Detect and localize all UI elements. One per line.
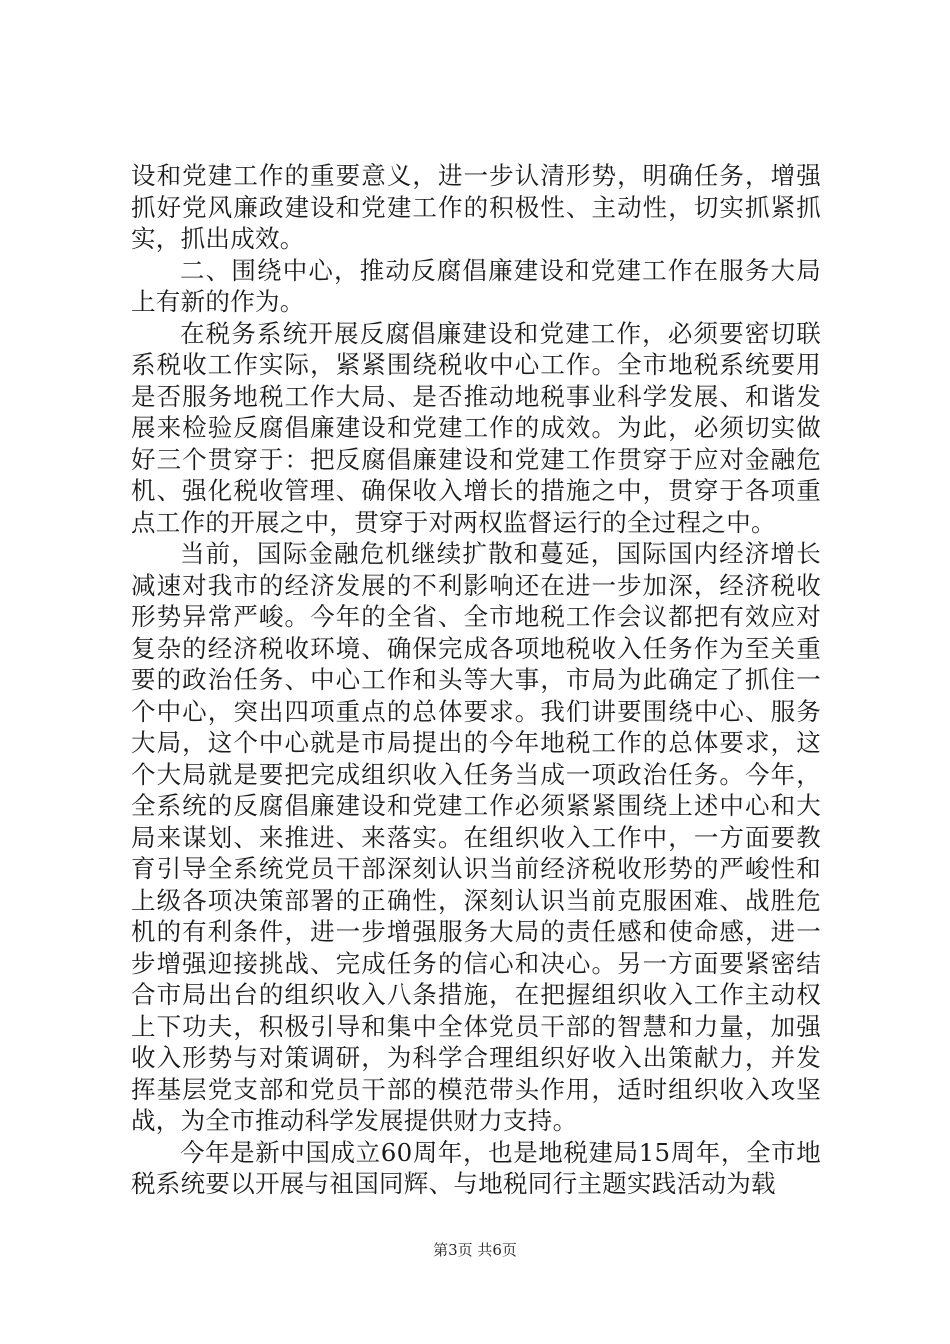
paragraph-3: 在税务系统开展反腐倡廉建设和党建工作，必须要密切联系税收工作实际，紧紧围绕税收中心工作。全市地税系统要用是否服务地税工作大局、是否推动地税事业科学发展、和谐发展来检验反腐倡廉建设和党建工作的成效。为此，必须切实做好三个贯穿于：把反腐倡廉建设和党建工作贯穿于应对金融危机、强化税收管理、确保收入增长的措施之中，贯穿于各项重点工作的开展之中，贯穿于对两权监督运行的全过程之中。 [131,318,821,537]
paragraph-1: 设和党建工作的重要意义，进一步认清形势，明确任务，增强抓好党风廉政建设和党建工作的积极性、主动性，切实抓紧抓实，抓出成效。 [131,161,821,253]
paragraph-5: 今年是新中国成立60周年，也是地税建局15周年，全市地税系统要以开展与祖国同辉、与地税同行主题实践活动为载 [131,1137,821,1198]
paragraph-4: 当前，国际金融危机继续扩散和蔓延，国际国内经济增长减速对我市的经济发展的不利影响还在进一步加深，经济税收形势异常严峻。今年的全省、全市地税工作会议都把有效应对复杂的经济税收环境、确保完成各项地税收入任务作为至关重要的政治任务、中心工作和头等大事，市局为此确定了抓住一个中心，突出四项重点的总体要求。我们讲要围绕中心、服务大局，这个中心就是市局提出的今年地税工作的总体要求，这个大局就是要把完成组织收入任务当成一项政治任务。今年，全系统的反腐倡廉建设和党建工作必须紧紧围绕上述中心和大局来谋划、来推进、来落实。在组织收入工作中，一方面要教育引导全系统党员干部深刻认识当前经济税收形势的严峻性和上级各项决策部署的正确性，深刻认识当前克服困难、战胜危机的有利条件，进一步增强服务大局的责任感和使命感，进一步增强迎接挑战、完成任务的信心和决心。另一方面要紧密结合市局出台的组织收入八条措施，在把握组织收入工作主动权上下功夫，积极引导和集中全体党员干部的智慧和力量，加强收入形势与对策调研，为科学合理组织好收入出策献力，并发挥基层党支部和党员干部的模范带头作用，适时组织收入攻坚战，为全市推动科学发展提供财力支持。 [131,539,821,1135]
document-body [131,160,821,1200]
page-number-footer: 第3页 共6页 [433,1241,517,1259]
paragraph-2: 二、围绕中心，推动反腐倡廉建设和党建工作在服务大局上有新的作为。 [131,255,821,316]
